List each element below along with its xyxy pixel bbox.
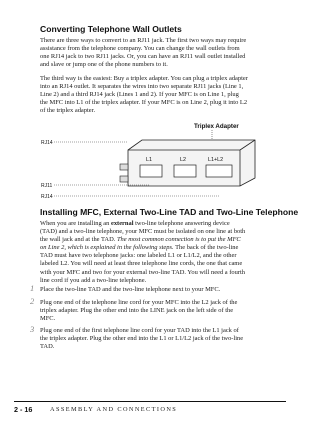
step-item bbox=[40, 327, 243, 351]
text-line: Place the two-line TAD and the two-line telephone next to your MFC. bbox=[40, 286, 221, 293]
step-item bbox=[40, 299, 237, 323]
rj11-plug bbox=[120, 164, 128, 170]
text-run: The back of the two-line bbox=[173, 244, 239, 252]
jack-l2 bbox=[174, 165, 196, 177]
page-number: 2 - 16 bbox=[14, 405, 33, 414]
text-line bbox=[40, 244, 245, 252]
text-line: triplex adapter. Plug the other end into the LINE jack on the left side of the bbox=[40, 307, 234, 315]
step-item bbox=[40, 286, 220, 294]
adapter-body bbox=[128, 140, 255, 186]
text-line: the triplex adapter. Plug the other end into the L1 or L1/L2 jack of the two-line bbox=[40, 335, 244, 343]
text-line: Line 2) and a third RJ14 jack (Lines 1 and 2). If your MFC is on Line 1, plug bbox=[40, 91, 239, 99]
text-run: When you are installing an bbox=[40, 220, 111, 227]
jack-l1 bbox=[140, 165, 162, 177]
label-rj14-bottom: RJ14 bbox=[41, 194, 53, 200]
text-line: (TAD) and a two-line telephone, your MFC must be isolated on one line at both bbox=[40, 228, 246, 236]
text-line: labeled L2. You will need at least three telephone line cords, the one that came bbox=[40, 260, 243, 268]
paragraph-conversion-methods bbox=[40, 37, 246, 69]
jack-label-l1l2: L1+L2 bbox=[208, 157, 224, 163]
step-number: 3 bbox=[30, 324, 35, 334]
paragraph-triplex-adapter bbox=[40, 75, 248, 115]
text-line bbox=[40, 220, 245, 228]
step-number: 1 bbox=[30, 283, 35, 293]
text-line: with your MFC and two for your external two-line TAD. You will need a fourth bbox=[40, 268, 245, 276]
jack-label-l2: L2 bbox=[180, 157, 186, 163]
text-line: TAD must have two telephone jacks: one labeled L1 or L1/L2, and the other bbox=[40, 252, 237, 260]
label-rj14-top: RJ14 bbox=[41, 140, 53, 146]
text-line: MFC. bbox=[40, 315, 56, 323]
section-heading-wall-outlets: Converting Telephone Wall Outlets bbox=[40, 24, 182, 34]
footer-rule bbox=[14, 401, 286, 402]
text-line: line cord if you add a two-line telephone. bbox=[40, 276, 147, 284]
text-line: TAD. bbox=[40, 343, 55, 351]
text-line: and slave or jump one of the phone numbers to it. bbox=[40, 61, 168, 69]
jack-label-l1: L1 bbox=[146, 157, 152, 163]
label-rj11: RJ11 bbox=[41, 183, 53, 189]
text-run: two-line telephone answering device bbox=[133, 220, 230, 227]
text-line: of the triplex adapter. bbox=[40, 107, 96, 115]
text-line bbox=[40, 236, 245, 244]
jack-l1l2 bbox=[206, 165, 232, 177]
text-run-bold: external bbox=[110, 220, 134, 227]
chapter-title: ASSEMBLY AND CONNECTIONS bbox=[50, 406, 178, 413]
text-line: one RJ14 jack to two RJ11 jacks. Or, you can have an RJ11 wall outlet installed bbox=[40, 53, 246, 61]
text-run-italic: The most common connection is to put the MFC bbox=[116, 236, 241, 244]
text-run: the wall jack and at the TAD. bbox=[40, 236, 117, 244]
text-line: The third way is the easiest: Buy a triplex adapter. You can plug a triplex adapter bbox=[40, 75, 248, 82]
step-number: 2 bbox=[30, 296, 35, 306]
paragraph-two-line-installation bbox=[40, 220, 245, 285]
text-line: Plug one end of the telephone line cord for your MFC into the L2 jack of the bbox=[40, 299, 238, 306]
triplex-adapter-diagram bbox=[40, 120, 270, 200]
text-line: There are three ways to convert to an RJ11 jack. The first two ways may require bbox=[40, 37, 247, 44]
text-line: assistance from the telephone company. You can change the wall outlets from bbox=[40, 45, 240, 53]
text-run-italic: on Line 2, which is explained in the following steps. bbox=[40, 244, 174, 252]
diagram-title: Triplex Adapter bbox=[194, 123, 239, 130]
text-line: into an RJ14 outlet. It separates the wires into two separate RJ11 jacks (Line 1, bbox=[40, 83, 244, 91]
section-heading-two-line-tad: Installing MFC, External Two-Line TAD and Two-Line Telephone bbox=[40, 207, 299, 217]
rj14-plug bbox=[120, 176, 128, 182]
text-line: Plug one end of the first telephone line cord for your TAD into the L1 jack of bbox=[40, 327, 239, 334]
text-line: the MFC into L1 of the triplex adapter. If your MFC is on Line 2, plug it into L2 bbox=[40, 99, 248, 107]
